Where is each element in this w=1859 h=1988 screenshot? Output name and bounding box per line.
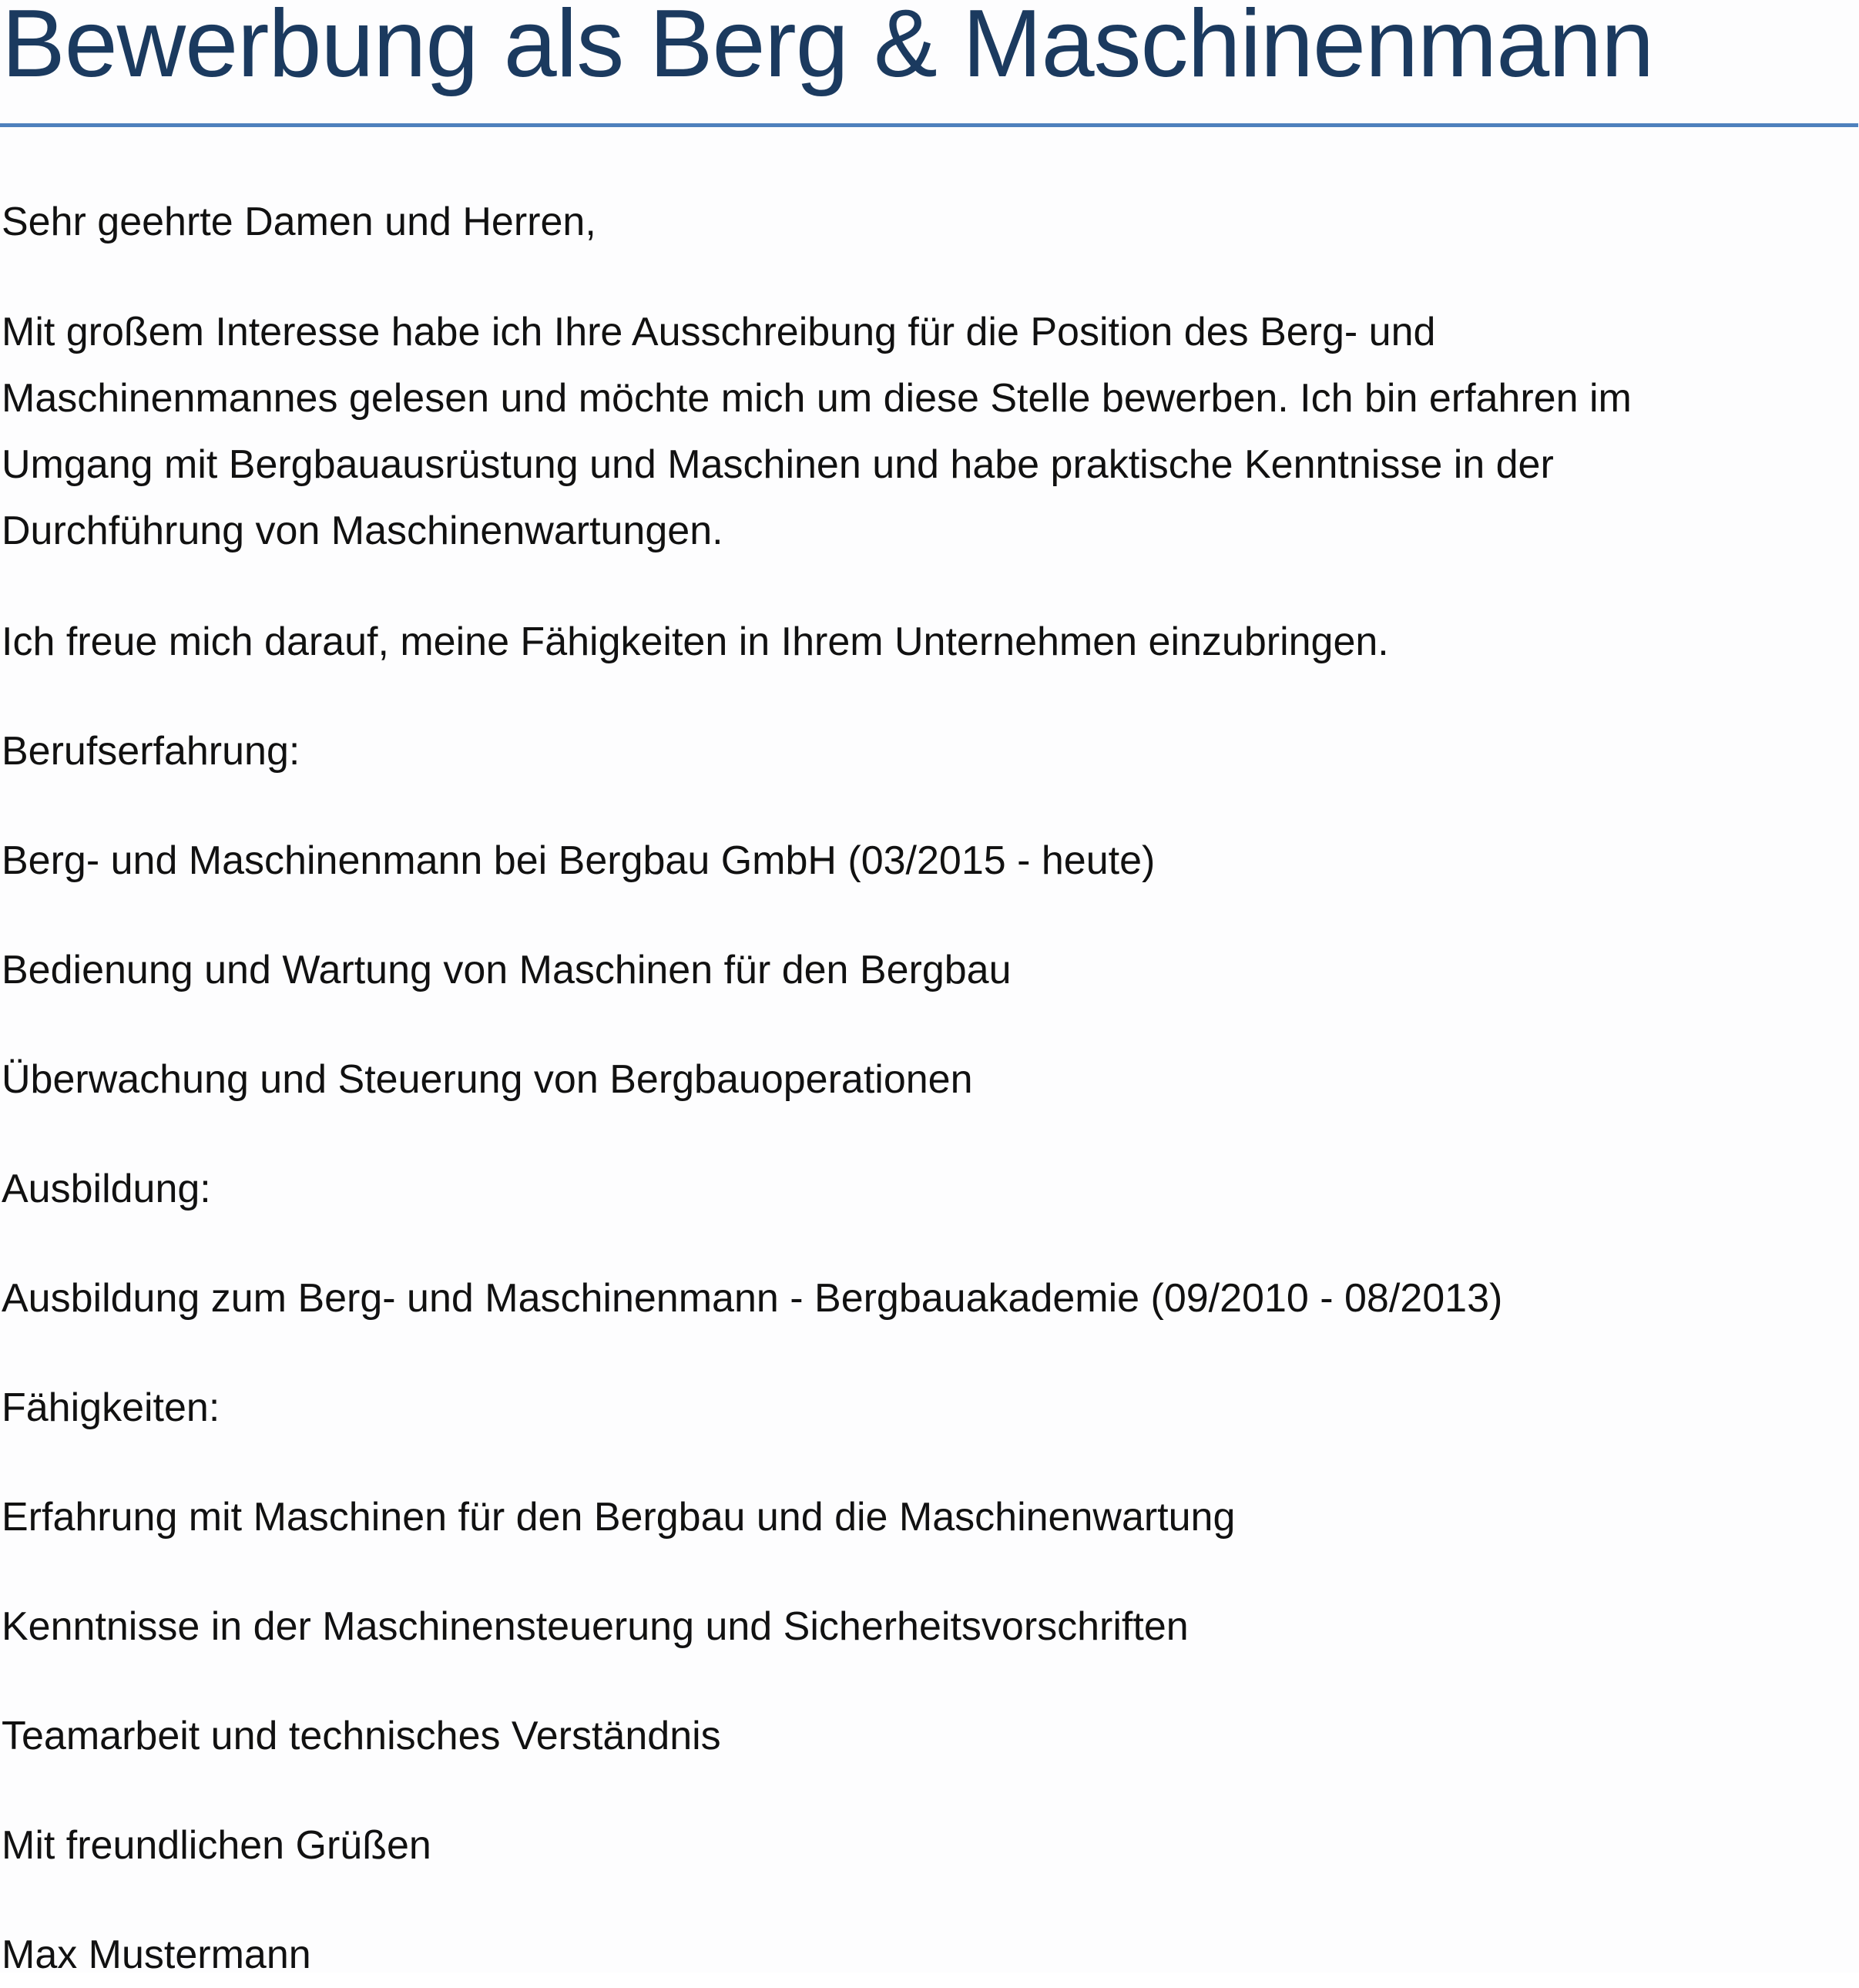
- skills-item: Kenntnisse in der Maschinensteuerung und Sicherheitsvorschriften: [2, 1604, 1189, 1649]
- experience-item: Bedienung und Wartung von Maschinen für den Bergbau: [2, 948, 1012, 992]
- document-title: Bewerbung als Berg & Maschinenmann: [2, 0, 1654, 97]
- experience-item: Überwachung und Steuerung von Bergbauoperationen: [2, 1057, 973, 1102]
- outlook-paragraph: Ich freue mich darauf, meine Fähigkeiten in Ihrem Unternehmen einzubringen.: [2, 620, 1389, 664]
- skills-item: Erfahrung mit Maschinen für den Bergbau und die Maschinenwartung: [2, 1495, 1236, 1540]
- experience-item: Berg- und Maschinenmann bei Bergbau GmbH (03/2015 - heute): [2, 838, 1156, 883]
- intro-line: Umgang mit Bergbauausrüstung und Maschinen und habe praktische Kenntnisse in der: [2, 442, 1554, 487]
- intro-paragraph: [2, 299, 1632, 564]
- education-item: Ausbildung zum Berg- und Maschinenmann - Bergbauakademie (09/2010 - 08/2013): [2, 1276, 1503, 1321]
- intro-line: Durchführung von Maschinenwartungen.: [2, 509, 723, 553]
- title-divider: [0, 123, 1858, 127]
- skills-item: Teamarbeit und technisches Verständnis: [2, 1714, 721, 1758]
- skills-heading: Fähigkeiten:: [2, 1385, 220, 1430]
- intro-line: Maschinenmannes gelesen und möchte mich um diese Stelle bewerben. Ich bin erfahren im: [2, 376, 1632, 421]
- signature-name: Max Mustermann: [2, 1933, 311, 1977]
- education-heading: Ausbildung:: [2, 1167, 211, 1211]
- closing-phrase: Mit freundlichen Grüßen: [2, 1823, 431, 1868]
- experience-heading: Berufserfahrung:: [2, 729, 300, 774]
- salutation: Sehr geehrte Damen und Herren,: [2, 200, 596, 244]
- intro-line: Mit großem Interesse habe ich Ihre Ausschreibung für die Position des Berg- und: [2, 310, 1436, 354]
